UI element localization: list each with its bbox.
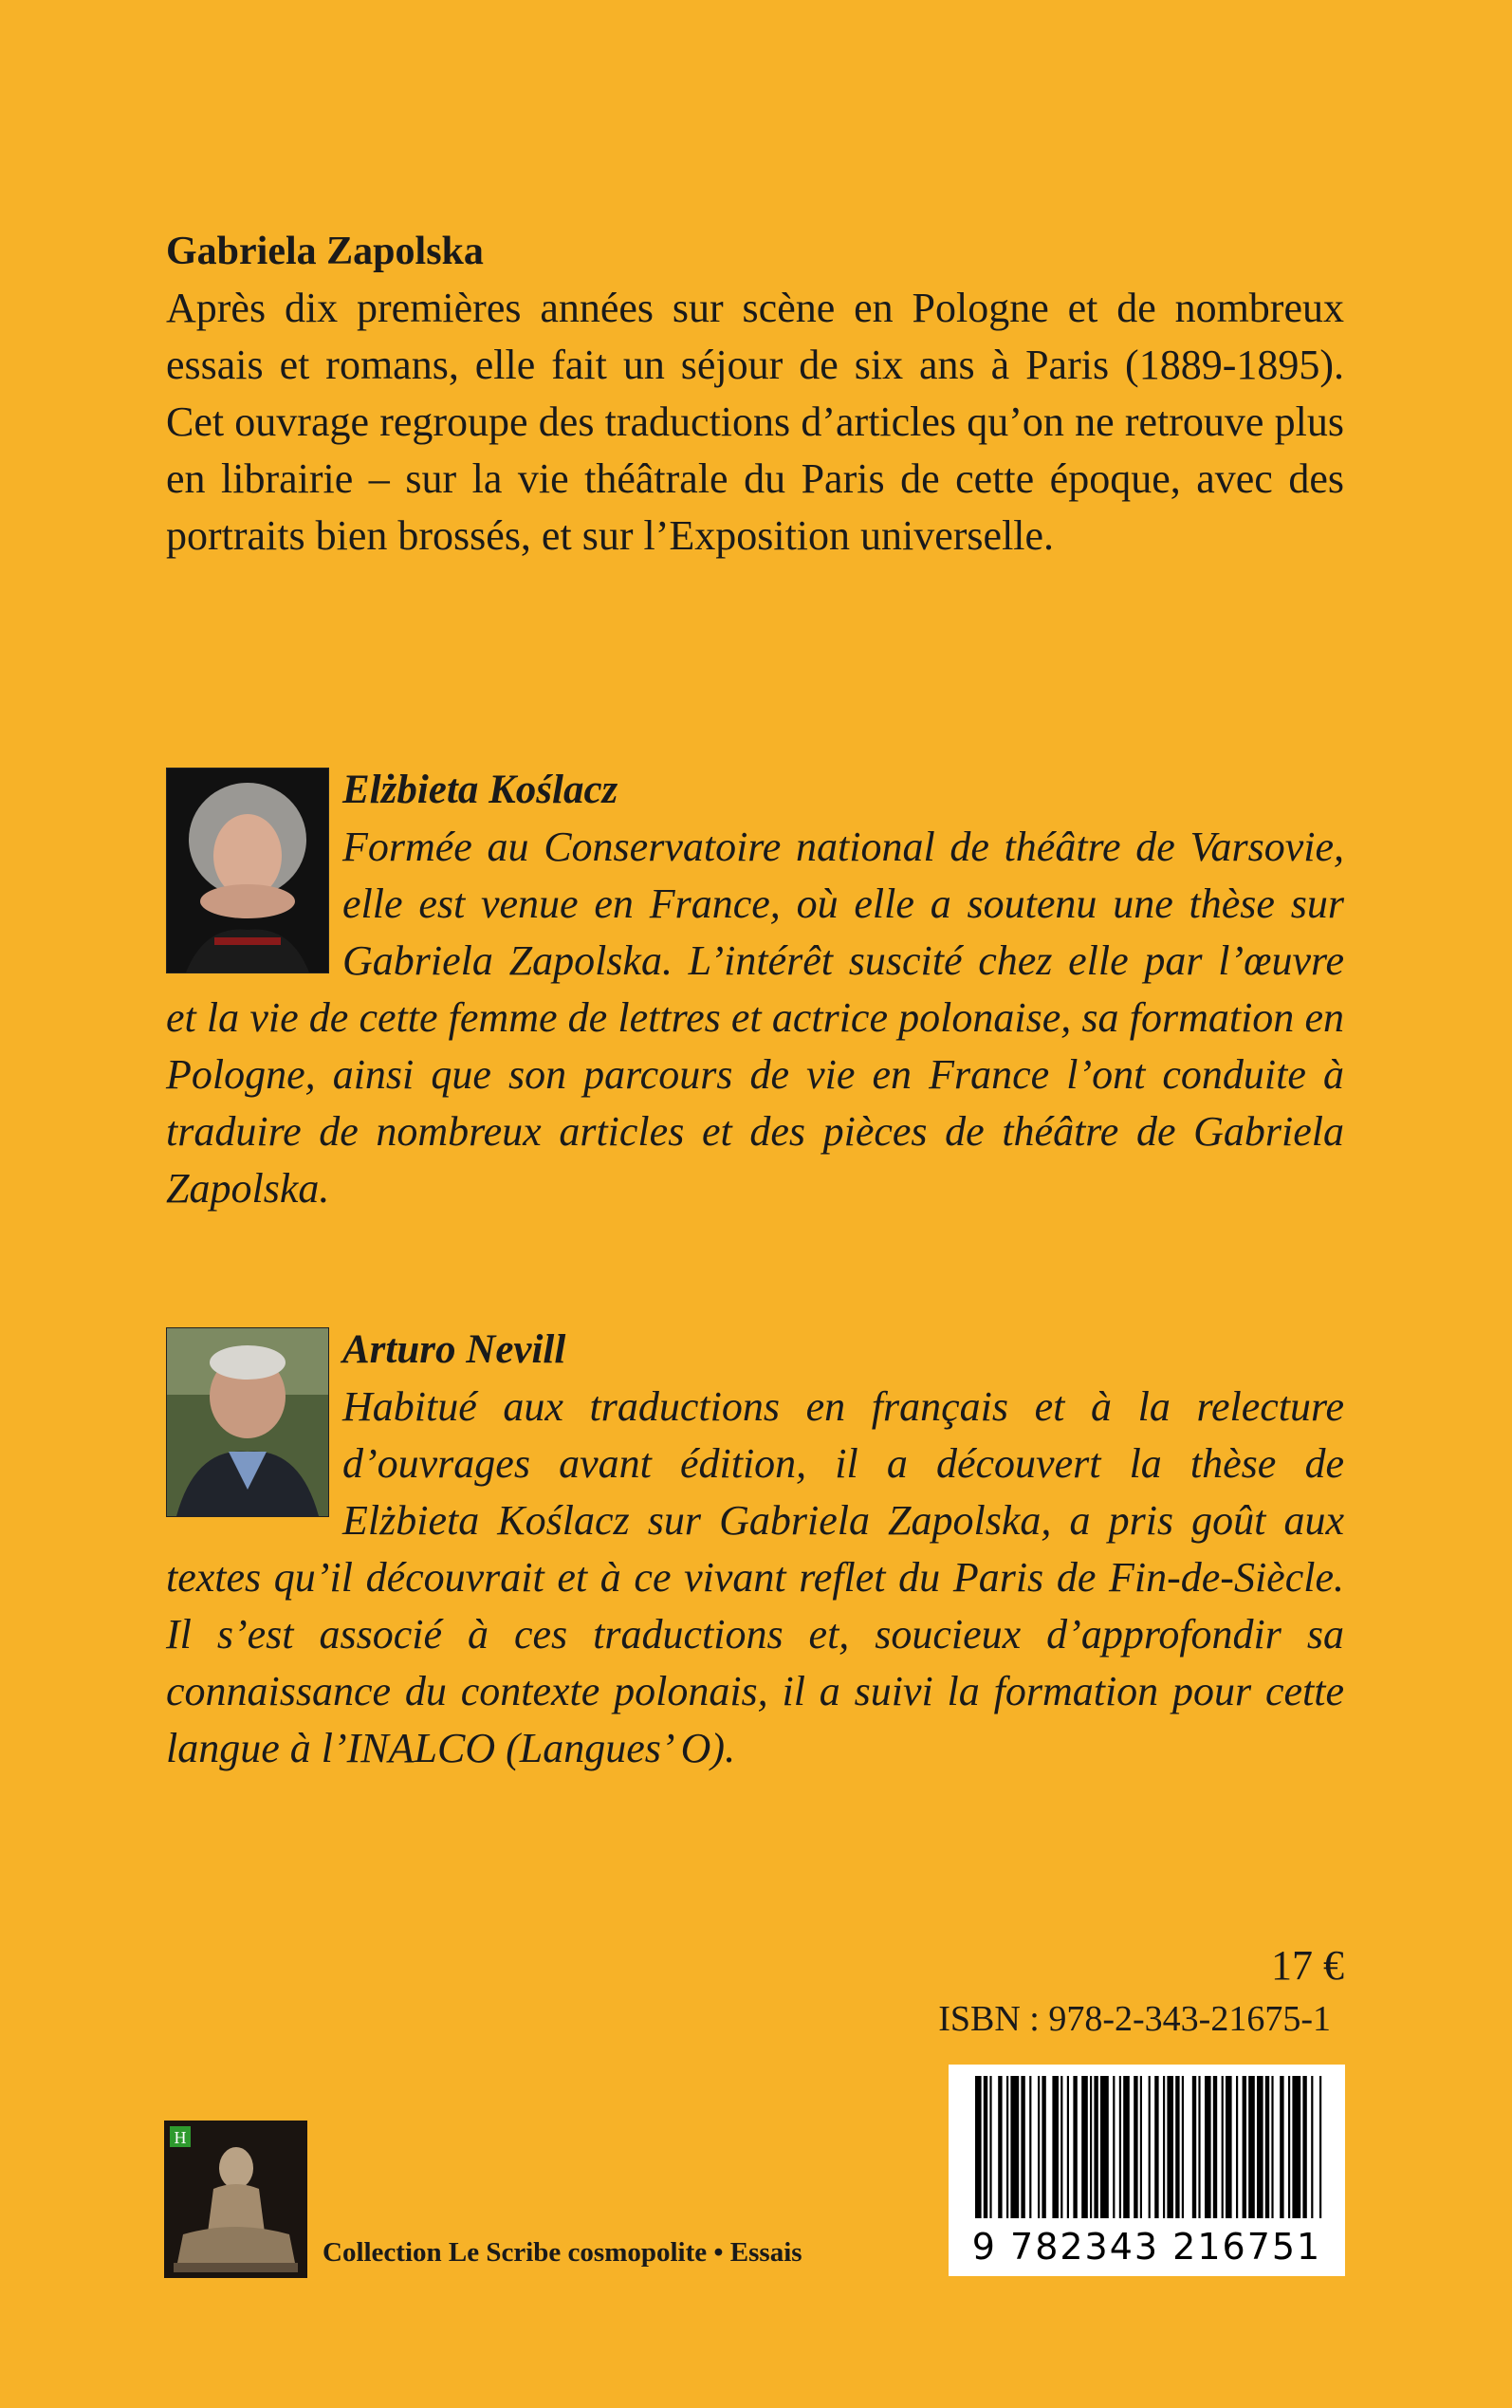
barcode-bar: [1123, 2076, 1130, 2218]
barcode-bar: [1149, 2076, 1151, 2218]
isbn: ISBN : 978-2-343-21675-1: [938, 1999, 1331, 2039]
barcode-bar: [984, 2076, 987, 2218]
barcode-bar: [1073, 2076, 1077, 2218]
price: 17 €: [1271, 1942, 1344, 1989]
barcode-bar: [1113, 2076, 1115, 2218]
barcode-bar: [1060, 2076, 1062, 2218]
author-photo-koslacz: [166, 768, 329, 973]
barcode-bar: [1081, 2076, 1088, 2218]
author-photo-nevill: [166, 1327, 329, 1517]
author-section-koslacz: [166, 762, 1344, 1217]
barcode-bar: [1175, 2076, 1179, 2218]
barcode-bar: [989, 2076, 991, 2218]
barcode-bar: [1119, 2076, 1121, 2218]
barcode-bar: [1094, 2076, 1097, 2218]
barcode-bar: [1182, 2076, 1184, 2218]
barcode-bar: [1248, 2076, 1255, 2218]
barcode-bar: [1154, 2076, 1158, 2218]
barcode-bar: [1257, 2076, 1263, 2218]
barcode-bar: [1140, 2076, 1142, 2218]
barcode-bar: [1167, 2076, 1173, 2218]
barcode-bar: [1271, 2076, 1273, 2218]
barcode-bar: [1292, 2076, 1300, 2218]
barcode-bar: [1311, 2076, 1313, 2218]
barcode-bar: [1029, 2076, 1031, 2218]
barcode-bar: [1319, 2076, 1321, 2218]
barcode-digits: 9 782343 216751: [971, 2226, 1322, 2268]
author-name-koslacz: Elżbieta Koślacz: [342, 768, 618, 812]
barcode-bars: [949, 2065, 1345, 2226]
barcode-bar: [1198, 2076, 1200, 2218]
barcode-bar: [1038, 2076, 1040, 2218]
barcode-bar: [1288, 2076, 1290, 2218]
logo-letter: H: [174, 2128, 187, 2147]
barcode-bar: [1302, 2076, 1306, 2218]
author-bio-nevill: Habitué aux traductions en français et à la relecture d’ouvrages avant édition, il a découvert la thèse de Elżbieta Koślacz sur Gabriela Zapolska, a pris goût aux textes qu’il découvrait et à ce vivant reflet du Paris de Fin-de-Siècle. Il s’est associé à ces traductions et, soucieux d’approfondir sa connaissance du contexte polonais, il a suivi la formation pour cette langue à l’INALCO (Langues’ O).: [166, 1383, 1344, 1771]
intro-section: [166, 223, 1344, 565]
barcode-bar: [1243, 2076, 1246, 2218]
barcode-bar: [1236, 2076, 1238, 2218]
barcode-bar: [1067, 2076, 1069, 2218]
barcode-bar: [1192, 2076, 1196, 2218]
barcode-bar: [1163, 2076, 1165, 2218]
intro-title: Gabriela Zapolska: [166, 230, 484, 273]
barcode-bar: [1100, 2076, 1109, 2218]
collection-label: Collection Le Scribe cosmopolite • Essais: [323, 2237, 802, 2268]
barcode-bar: [1042, 2076, 1045, 2218]
publisher-logo: [164, 2121, 307, 2278]
barcode-bar: [1134, 2076, 1137, 2218]
barcode-bar: [975, 2076, 982, 2218]
barcode-bar: [1010, 2076, 1019, 2218]
author-name-nevill: Arturo Nevill: [342, 1327, 566, 1372]
barcode-bar: [1213, 2076, 1217, 2218]
barcode-bar: [1265, 2076, 1269, 2218]
barcode-bar: [998, 2076, 1002, 2218]
barcode-bar: [1021, 2076, 1024, 2218]
barcode-bar: [1280, 2076, 1283, 2218]
author-section-nevill: [166, 1322, 1344, 1777]
barcode-bar: [1205, 2076, 1211, 2218]
author-bio-koslacz: Formée au Conservatoire national de théâtre de Varsovie, elle est venue en France, où elle a soutenu une thèse sur Gabriela Zapolska. L’intérêt suscité chez elle par l’œuvre et la vie de cette femme de lettres et actrice polonaise, sa formation en Pologne, ainsi que son parcours de vie en France l’ont conduite à traduire de nombreux articles et des pièces de théâtre de Gabriela Zapolska.: [166, 824, 1344, 1212]
barcode-bar: [1090, 2076, 1092, 2218]
barcode-bar: [1052, 2076, 1059, 2218]
barcode-bar: [1222, 2076, 1224, 2218]
barcode-bar: [1006, 2076, 1008, 2218]
intro-text: Après dix premières années sur scène en Pologne et de nombreux essais et romans, elle fait un séjour de six ans à Paris (1889-1895). Cet ouvrage regroupe des traductions d’articles qu’on ne retrouve plus en librairie – sur la vie théâtrale du Paris de cette époque, avec des portraits bien brossés, et sur l’Exposition universelle.: [166, 285, 1344, 559]
barcode-bar: [1226, 2076, 1232, 2218]
barcode: [949, 2065, 1345, 2276]
